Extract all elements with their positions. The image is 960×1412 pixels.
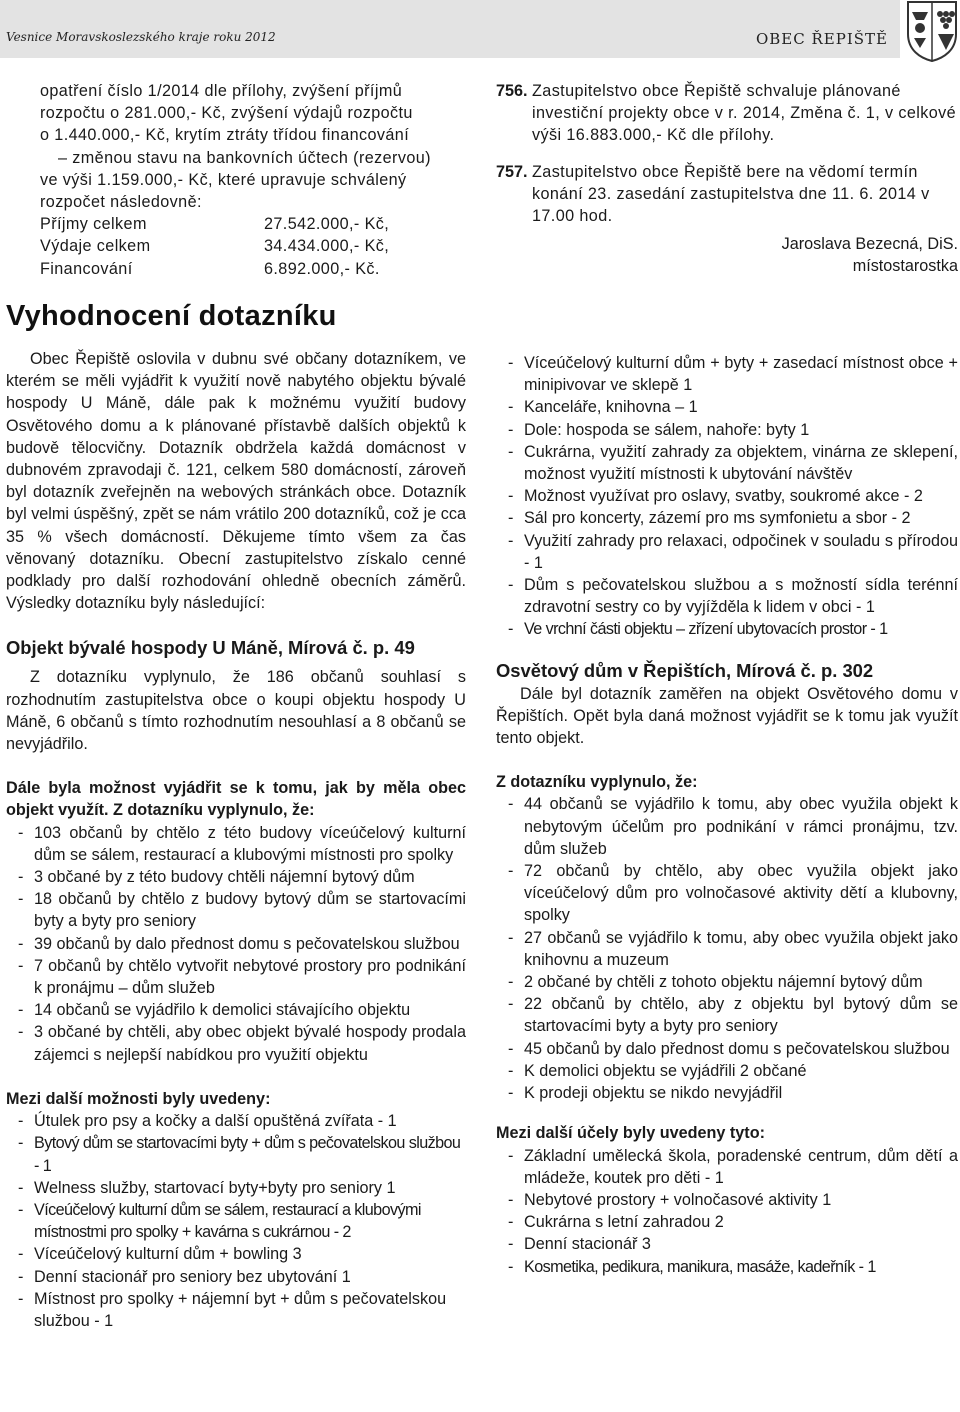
resolutions-block	[496, 80, 958, 278]
budget-label: Příjmy celkem	[40, 215, 147, 234]
list-item: - 72 občanů by chtělo, aby obec využila objekt jako víceúčelový dům pro volnočasové aktivity dětí a klubovny, spolky	[496, 860, 958, 927]
page-title: Vyhodnocení dotazníku	[6, 300, 337, 332]
left-column	[6, 348, 466, 1332]
list-item: - 22 občanů by chtělo, aby z objektu byl bytový dům se startovacími byty a byty pro seniory	[496, 993, 958, 1037]
list-item: - 39 občanů by dalo přednost domu s pečovatelskou službou	[6, 933, 466, 955]
budget-value: 34.434.000,- Kč,	[264, 237, 390, 256]
section-heading-hospoda: Objekt bývalé hospody U Máně, Mírová č. p. 49	[6, 637, 415, 659]
right-column	[496, 352, 958, 1278]
header-municipality-name: OBEC ŘEPIŠTĚ	[755, 30, 888, 48]
coat-of-arms-icon	[904, 0, 960, 62]
other-purposes-list	[496, 1145, 958, 1278]
list-item: - Základní umělecká škola, poradenské centrum, dům dětí a mládeže, koutek pro děti - 1	[496, 1145, 958, 1189]
continued-options-list	[496, 352, 958, 641]
list-item: - Víceúčelový kulturní dům + byty + zasedací místnost obce + minipivovar ve sklepě 1	[496, 352, 958, 396]
list-item: - Dům s pečovatelskou službou a s možností sídla terénní zdravotní sestry co by vyjížděla k lidem v obci - 1	[496, 574, 958, 618]
list-item: - 7 občanů by chtělo vytvořit nebytové prostory pro podnikání k pronájmu – dům služeb	[6, 955, 466, 999]
list-item: - Víceúčelový kulturní dům se sálem, restaurací a klubovými místnostmi pro spolky + kavárna s cukrárnou - 2	[6, 1199, 466, 1243]
budget-line: rozpočtu o 281.000,- Kč, zvýšení výdajů rozpočtu	[40, 104, 413, 123]
list-item: - Útulek pro psy a kočky a další opuštěná zvířata - 1	[6, 1110, 466, 1132]
budget-value: 6.892.000,- Kč.	[264, 259, 380, 278]
list-item: - Cukrárna s letní zahradou 2	[496, 1211, 958, 1233]
other-purposes-heading: Mezi další účely byly uvedeny tyto:	[496, 1124, 765, 1143]
list-item: - 14 občanů se vyjádřilo k demolici stávajícího objektu	[6, 999, 466, 1021]
results-list	[496, 793, 958, 1104]
budget-line: ve výši 1.159.000,- Kč, které upravuje schválený	[40, 170, 407, 189]
list-item: - 44 občanů se vyjádřilo k tomu, aby obec využila objekt k nebytovým účelům pro podnikání v rámci pronájmu, tzv. dům služeb	[496, 793, 958, 860]
budget-line: rozpočet následovně:	[40, 193, 202, 212]
signature-role: místostarostka	[852, 257, 958, 276]
signature-name: Jaroslava Bezecná, DiS.	[781, 235, 958, 254]
list-item: - 27 občanů se vyjádřilo k tomu, aby obec využila objekt jako knihovnu a muzeum	[496, 927, 958, 971]
resolution-number: 757.	[496, 162, 528, 181]
header-publication-title: Vesnice Moravskoslezského kraje roku 2012	[6, 30, 276, 44]
resolution-text: Zastupitelstvo obce Řepiště schvaluje plánované investiční projekty obce v r. 2014, Změna č. 1, v celkové výši 16.883.000,- Kč dle přílohy.	[532, 82, 957, 145]
budget-change-block	[40, 80, 475, 280]
list-item: - Cukrárna, využití zahrady za objektem, vinárna ze sklepení, možnost využití místnosti k ubytování návštěv	[496, 441, 958, 485]
list-item: - Místnost pro spolky + nájemní byt + dům s pečovatelskou službou - 1	[6, 1288, 466, 1332]
budget-label: Výdaje celkem	[40, 237, 151, 256]
list-item: - 45 občanů by dalo přednost domu s pečovatelskou službou	[496, 1038, 958, 1060]
section-paragraph: Dále byl dotazník zaměřen na objekt Osvětového domu v Řepištích. Opět byla daná možnost vyjádřit se k tomu jak využít tento objekt.	[496, 684, 958, 748]
budget-line: – změnou stavu na bankovních účtech (rezervou)	[58, 148, 431, 167]
resolution-item	[496, 80, 958, 147]
budget-table	[40, 213, 475, 280]
list-item: - 3 občané by chtěli, aby obec objekt bývalé hospody prodala zájemci s nejlepší nabídkou pro využití objektu	[6, 1021, 466, 1065]
section-heading-osvetovy-dum: Osvětový dům v Řepištích, Mírová č. p. 302	[496, 659, 874, 681]
list-item: - Ve vrchní části objektu – zřízení ubytovacích prostor - 1	[496, 618, 958, 640]
list-item: - Kanceláře, knihovna – 1	[496, 396, 958, 418]
list-item: - Sál pro koncerty, zázemí pro ms symfonietu a sbor - 2	[496, 507, 958, 529]
results-list	[6, 822, 466, 1066]
list-item: - Kosmetika, pedikura, manikura, masáže, kadeřník - 1	[496, 1256, 958, 1278]
intro-paragraph: Obec Řepiště oslovila v dubnu své občany dotazníkem, ve kterém se měli vyjádřit k využití nově nabytého objektu bývalé hospody U Máně, dále pak k možnému využití budovy Osvětového domu a k plánované přístavbě dalších objektů k budově tělocvičny. Dotazník obdržela každá domácnost v dubnovém zpravodaji č. 121, celkem 580 domácností, zároveň byl dotazník zveřejněn na webových stránkách obce. Dotazník byl velmi úspěšný, zpět se nám vrátilo 200 dotazníků, což je cca 35 % všech domácností. Děkujeme tímto všem za čas věnovaný dotazníku. Obecní zastupitelstvo získalo cenné podklady pro další rozhodování ohledně obecních záměrů. Výsledky dotazníku byly následující:	[6, 350, 466, 613]
resolution-number: 756.	[496, 82, 528, 100]
list-item: - Nebytové prostory + volnočasové aktivity 1	[496, 1189, 958, 1211]
header-bar	[0, 0, 900, 58]
list-item: - K prodeji objektu se nikdo nevyjádřil	[496, 1082, 958, 1104]
question-paragraph: Dále byla možnost vyjádřit se k tomu, jak by měla obec objekt využít. Z dotazníku vyplynulo, že:	[6, 779, 466, 820]
list-item: - Denní stacionář 3	[496, 1233, 958, 1255]
budget-label: Financování	[40, 259, 133, 278]
list-item: - Denní stacionář pro seniory bez ubytování 1	[6, 1266, 466, 1288]
other-options-list	[6, 1110, 466, 1332]
budget-value: 27.542.000,- Kč,	[264, 215, 390, 234]
budget-line: opatření číslo 1/2014 dle přílohy, zvýšení příjmů	[40, 82, 403, 100]
list-item: - Možnost využívat pro oslavy, svatby, soukromé akce - 2	[496, 485, 958, 507]
section-paragraph: Z dotazníku vyplynulo, že 186 občanů souhlasí s rozhodnutím zastupitelstva obce o koupi objektu hospody U Máně, 6 občanů s tímto rozhodnutím nesouhlasí a 8 občanů se nevyjádřilo.	[6, 668, 466, 754]
list-item: - 18 občanů by chtělo z budovy bytový dům se startovacími byty a byty pro seniory	[6, 888, 466, 932]
list-item: - K demolici objektu se vyjádřili 2 občané	[496, 1060, 958, 1082]
list-item: - Využití zahrady pro relaxaci, odpočinek v souladu s přírodou - 1	[496, 530, 958, 574]
list-item: - 2 občané by chtěli z tohoto objektu nájemní bytový dům	[496, 971, 958, 993]
resolution-item	[496, 161, 958, 228]
results-heading: Z dotazníku vyplynulo, že:	[496, 773, 698, 792]
list-item: - 103 občanů by chtělo z této budovy víceúčelový kulturní dům se sálem, restaurací a klubovými místnosti pro spolky	[6, 822, 466, 866]
resolution-text: Zastupitelstvo obce Řepiště bere na vědomí termín konání 23. zasedání zastupitelstva dne 11. 6. 2014 v 17.00 hod.	[532, 162, 930, 226]
list-item: - Dole: hospoda se sálem, nahoře: byty 1	[496, 419, 958, 441]
list-item: - 3 občané by z této budovy chtěli nájemní bytový dům	[6, 866, 466, 888]
list-item: - Víceúčelový kulturní dům + bowling 3	[6, 1243, 466, 1265]
list-item: - Bytový dům se startovacími byty + dům s pečovatelskou službou - 1	[6, 1132, 466, 1176]
other-options-heading: Mezi další možnosti byly uvedeny:	[6, 1089, 271, 1108]
page-header	[0, 0, 960, 70]
budget-line: o 1.440.000,- Kč, krytím ztráty třídou financování	[40, 126, 410, 145]
list-item: - Welness služby, startovací byty+byty pro seniory 1	[6, 1177, 466, 1199]
